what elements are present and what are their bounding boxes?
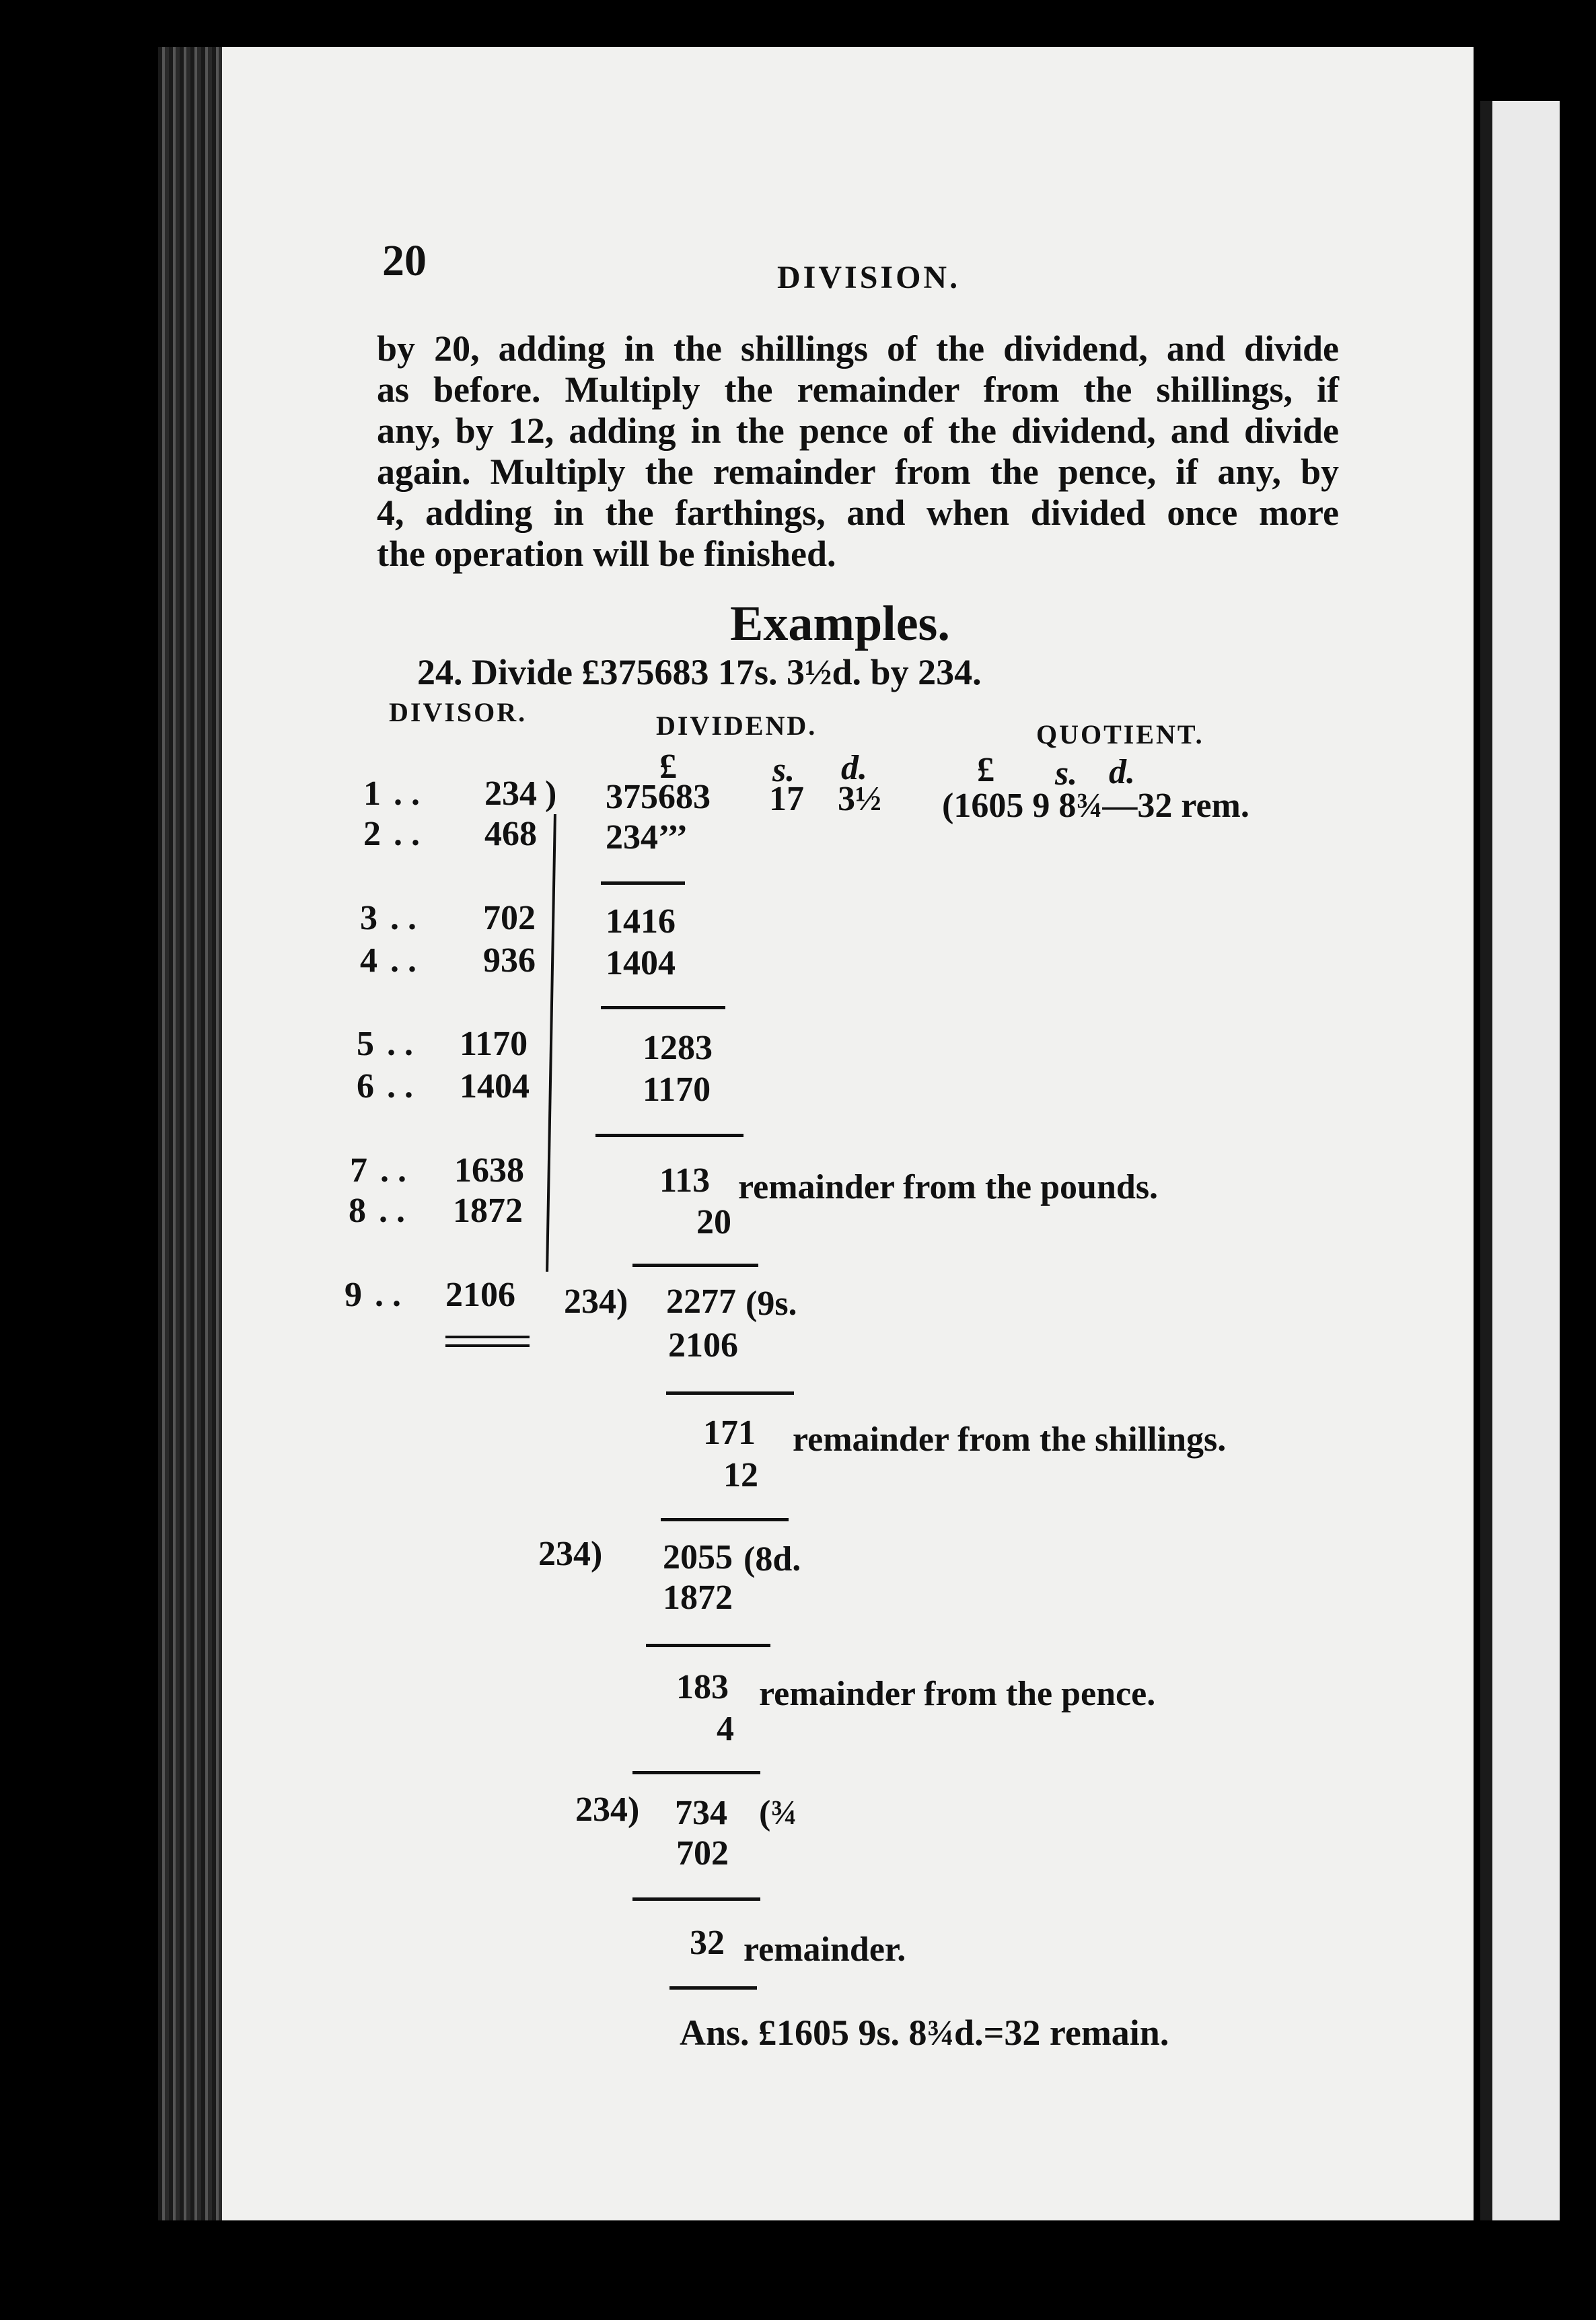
divisor-farthings: 234) xyxy=(575,1790,640,1829)
paragraph-line: as before. Multiply the remainder from the shillings, if xyxy=(377,369,1339,410)
examples-heading: Examples. xyxy=(730,596,950,651)
remainder-pounds-label: remainder from the pounds. xyxy=(738,1168,1159,1206)
divisor-row-value: 1872 xyxy=(453,1192,523,1230)
divisor-shillings: 234) xyxy=(564,1282,628,1321)
subtraction-rule xyxy=(632,1771,760,1774)
divisor-header: DIVISOR. xyxy=(389,697,528,727)
pound-unit: £ xyxy=(659,748,677,786)
divisor-row-value: 234 xyxy=(484,774,537,813)
farthings-total: 734 xyxy=(675,1794,727,1832)
divisor-row-number: 7 xyxy=(350,1151,367,1190)
final-remainder: 32 xyxy=(690,1924,725,1962)
shillings-subtrahend: 2106 xyxy=(668,1326,738,1365)
subtraction-rule xyxy=(601,1006,725,1009)
pence-unit: d. xyxy=(841,749,867,787)
subtraction-rule xyxy=(632,1264,758,1267)
farthings-quotient: (¾ xyxy=(759,1794,797,1832)
table-bottom-rule xyxy=(445,1344,530,1347)
dividend-pence: 3½ xyxy=(838,780,881,818)
divisor-row-dots: . . xyxy=(387,1025,413,1063)
divisor-pence: 234) xyxy=(538,1535,603,1573)
remainder-1: 1416 xyxy=(606,902,676,941)
divisor-row-value: 1170 xyxy=(460,1025,528,1063)
quotient-shilling-unit: s. xyxy=(1055,754,1078,793)
quotient-header: QUOTIENT. xyxy=(1036,719,1204,750)
divisor-row-number: 2 xyxy=(363,815,381,853)
paragraph-line: 4, adding in the farthings, and when divided once more xyxy=(377,493,1339,533)
final-remainder-label: remainder. xyxy=(743,1930,906,1969)
subtrahend-1: 234’’’ xyxy=(606,818,688,857)
subtraction-rule xyxy=(666,1391,794,1395)
subtraction-rule xyxy=(661,1518,789,1521)
divisor-row-dots: . . xyxy=(387,1067,413,1105)
paragraph-line: by 20, adding in the shillings of the dividend, and divide xyxy=(377,328,1339,369)
divisor-row-value: 702 xyxy=(483,899,536,937)
division-paren: ) xyxy=(545,774,557,813)
problem-statement: 24. Divide £375683 17s. 3½d. by 234. xyxy=(417,652,982,692)
subtrahend-3: 1170 xyxy=(643,1071,711,1109)
subtraction-rule xyxy=(601,881,685,885)
shillings-quotient: (9s. xyxy=(746,1284,797,1323)
quotient-line: (1605 9 8¾—32 rem. xyxy=(942,787,1249,825)
dividend-pounds: 375683 xyxy=(606,778,711,816)
page-number: 20 xyxy=(382,236,427,285)
farthings-subtrahend: 702 xyxy=(676,1834,729,1873)
subtraction-rule xyxy=(595,1134,743,1137)
quotient-pence-unit: d. xyxy=(1109,753,1135,791)
quotient-pound-unit: £ xyxy=(977,751,994,789)
multiplier-20: 20 xyxy=(696,1203,731,1241)
table-bottom-rule xyxy=(445,1336,530,1338)
facing-page-edge xyxy=(1480,101,1560,2220)
subtraction-rule xyxy=(646,1644,770,1647)
divisor-row-value: 936 xyxy=(483,941,536,980)
instruction-paragraph xyxy=(377,328,1339,575)
pence-quotient: (8d. xyxy=(743,1540,801,1579)
paragraph-line: the operation will be finished. xyxy=(377,534,836,574)
divisor-row-dots: . . xyxy=(380,1151,406,1190)
divisor-row-number: 3 xyxy=(360,899,377,937)
divisor-row-number: 8 xyxy=(349,1192,366,1230)
pence-subtrahend: 1872 xyxy=(663,1579,733,1617)
divisor-row-value: 1638 xyxy=(454,1151,524,1190)
divisor-row-dots: . . xyxy=(390,899,416,937)
multiplier-4: 4 xyxy=(717,1710,734,1748)
divisor-row-dots: . . xyxy=(379,1192,405,1230)
remainder-2: 1283 xyxy=(643,1029,713,1067)
remainder-pence-label: remainder from the pence. xyxy=(759,1675,1156,1713)
remainder-pence: 183 xyxy=(676,1668,729,1706)
divisor-row-number: 9 xyxy=(344,1276,362,1314)
divisor-row-dots: . . xyxy=(375,1276,401,1314)
remainder-shillings-label: remainder from the shillings. xyxy=(793,1420,1227,1459)
running-title: DIVISION. xyxy=(777,260,961,295)
dividend-header: DIVIDEND. xyxy=(656,711,818,741)
subtrahend-2: 1404 xyxy=(606,944,676,982)
pence-total: 2055 xyxy=(663,1538,733,1576)
divisor-row-number: 5 xyxy=(357,1025,374,1063)
subtraction-rule xyxy=(632,1897,760,1901)
shillings-total: 2277 xyxy=(666,1282,736,1321)
paragraph-line: again. Multiply the remainder from the pence, if any, by xyxy=(377,451,1339,492)
subtraction-rule xyxy=(669,1986,757,1990)
divisor-row-dots: . . xyxy=(394,774,420,813)
remainder-shillings: 171 xyxy=(703,1414,756,1452)
multiplier-12: 12 xyxy=(723,1456,758,1494)
divisor-row-dots: . . xyxy=(394,815,420,853)
dividend-shillings: 17 xyxy=(769,780,804,818)
divisor-row-value: 1404 xyxy=(460,1067,530,1105)
divisor-row-number: 1 xyxy=(363,774,381,813)
shilling-unit: s. xyxy=(772,751,795,789)
divisor-row-number: 4 xyxy=(360,941,377,980)
divisor-row-dots: . . xyxy=(390,941,416,980)
divisor-row-value: 468 xyxy=(484,815,537,853)
answer-line: Ans. £1605 9s. 8¾d.=32 remain. xyxy=(680,2013,1169,2053)
divisor-row-number: 6 xyxy=(357,1067,374,1105)
remainder-pounds: 113 xyxy=(659,1161,711,1200)
book-spine xyxy=(158,47,225,2220)
divisor-row-value: 2106 xyxy=(445,1276,515,1314)
paragraph-line: any, by 12, adding in the pence of the dividend, and divide xyxy=(377,410,1339,451)
